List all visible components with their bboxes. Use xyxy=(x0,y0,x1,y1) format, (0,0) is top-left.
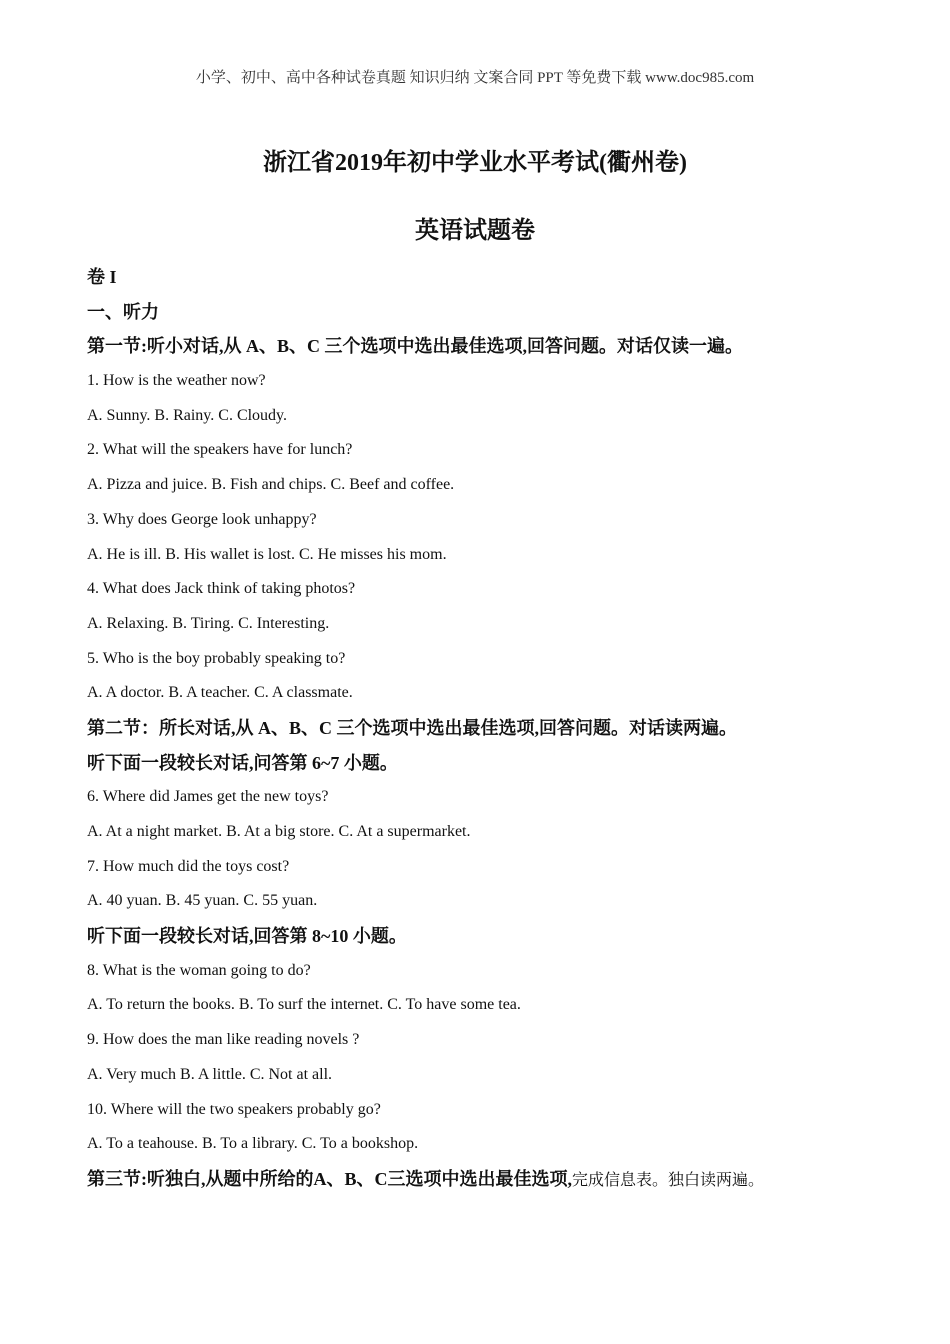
exam-title: 浙江省2019年初中学业水平考试(衢州卷) xyxy=(263,150,687,176)
site-header: 小学、初中、高中各种试卷真题 知识归纳 文案合同 PPT 等免费下载 www.doc985.com xyxy=(195,70,755,86)
line-25: A. To a teahouse. B. To a library. C. To a bookshop. xyxy=(87,1135,419,1153)
line-5: 2. What will the speakers have for lunch? xyxy=(87,441,353,459)
line-last xyxy=(87,1162,887,1197)
line-2: 第一节:听小对话,从 A、B、C 三个选项中选出最佳选项,回答问题。对话仅读一遍。 xyxy=(87,336,743,357)
line-0: 卷 I xyxy=(87,267,117,287)
line-11: 5. Who is the boy probably speaking to? xyxy=(87,649,346,667)
line-17: 7. How much did the toys cost? xyxy=(87,857,290,875)
line-7: 3. Why does George look unhappy? xyxy=(87,510,317,528)
line-14: 听下面一段较长对话,问答第 6~7 小题。 xyxy=(87,752,398,773)
line-13: 第二节：所长对话,从 A、B、C 三个选项中选出最佳选项,回答问题。对话读两遍。 xyxy=(87,717,738,738)
line-22: 9. How does the man like reading novels ? xyxy=(87,1031,360,1049)
line-3: 1. How is the weather now? xyxy=(87,372,266,390)
line-9: 4. What does Jack think of taking photos? xyxy=(87,580,356,598)
line-20: 8. What is the woman going to do? xyxy=(87,961,311,979)
line-21: A. To return the books. B. To surf the internet. C. To have some tea. xyxy=(87,996,521,1014)
line-12: A. A doctor. B. A teacher. C. A classmate. xyxy=(87,684,353,702)
line-19: 听下面一段较长对话,回答第 8~10 小题。 xyxy=(87,926,407,947)
line-24: 10. Where will the two speakers probably go? xyxy=(87,1100,381,1118)
line-4: A. Sunny. B. Rainy. C. Cloudy. xyxy=(87,406,288,424)
line-18: A. 40 yuan. B. 45 yuan. C. 55 yuan. xyxy=(87,892,318,910)
exam-content xyxy=(87,260,887,1197)
line-10: A. Relaxing. B. Tiring. C. Interesting. xyxy=(87,614,330,632)
line-last-plain: 完成信息表。独白读两遍。 xyxy=(572,1171,765,1189)
line-15: 6. Where did James get the new toys? xyxy=(87,788,329,806)
line-last-bold: 第三节:听独白,从题中所给的A、B、C三选项中选出最佳选项, xyxy=(87,1168,572,1189)
line-1: 一、听力 xyxy=(87,301,159,322)
exam-subtitle: 英语试题卷 xyxy=(415,218,535,244)
line-8: A. He is ill. B. His wallet is lost. C. He misses his mom. xyxy=(87,545,447,563)
line-16: A. At a night market. B. At a big store. C. At a supermarket. xyxy=(87,823,471,840)
line-6: A. Pizza and juice. B. Fish and chips. C. Beef and coffee. xyxy=(87,476,455,494)
line-23: A. Very much B. A little. C. Not at all. xyxy=(87,1065,333,1083)
